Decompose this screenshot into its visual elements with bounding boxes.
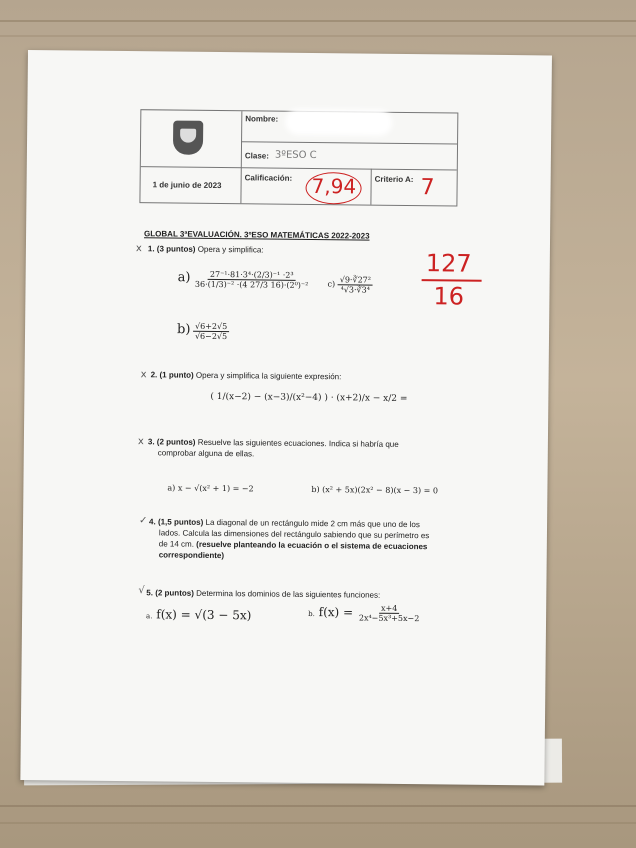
grade-value: 7,94 xyxy=(311,173,357,199)
q3-text-2: comprobar alguna de ellas. xyxy=(157,448,255,459)
side-note-fraction-bar xyxy=(422,279,482,281)
q1c-expression xyxy=(327,275,373,294)
q1-text: Opera y simplifica: xyxy=(197,244,264,255)
nombre-label: Nombre: xyxy=(245,114,279,124)
calificacion-label: Calificación: xyxy=(244,173,293,183)
q5b-numerator: x+4 xyxy=(379,604,399,614)
q1-number: 1. xyxy=(147,244,155,254)
q4-mark: ✓ xyxy=(139,515,148,527)
question-3 xyxy=(148,436,399,461)
q5-number: 5. xyxy=(146,588,154,598)
q1a-label: a) xyxy=(177,270,191,286)
q5a-function xyxy=(146,607,251,622)
q1c-label: c) xyxy=(327,279,336,289)
q5b-label: b. xyxy=(308,609,315,619)
criterio-value: 7 xyxy=(420,175,435,201)
q3-text: Resuelve las siguientes ecuaciones. Indica si habría que xyxy=(197,437,399,449)
q1b-denominator: √6−2√5 xyxy=(194,331,228,342)
q1a-denominator: 36·(1/3)⁻² ·(4 27/3 16)·(2⁰)⁻² xyxy=(194,279,309,290)
exam-title: GLOBAL 3ªEVALUACIÓN. 3ºESO MATEMÁTICAS 2022-2023 xyxy=(144,229,370,241)
q2-text: Opera y simplifica la siguiente expresión: xyxy=(195,370,342,382)
q4-text-3: de 14 cm. xyxy=(158,539,195,549)
q5a-expression: f(x) = √(3 − 5x) xyxy=(156,607,252,623)
criterio-label: Criterio A: xyxy=(374,174,414,185)
q2-points: (1 punto) xyxy=(159,370,194,380)
side-note-denominator: 16 xyxy=(433,282,465,311)
q1c-numerator: √9·∛27² xyxy=(338,275,373,285)
q5b-denominator: 2x⁴−5x³+5x−2 xyxy=(358,613,420,624)
question-4 xyxy=(149,516,489,564)
q1b-expression xyxy=(177,322,229,342)
clase-label: Clase: xyxy=(244,151,269,161)
q2-number: 2. xyxy=(150,370,158,380)
q4-number: 4. xyxy=(149,517,156,527)
q1c-denominator: ⁴√3·∛3⁴ xyxy=(340,285,370,295)
q3a-equation: a) x − √(x² + 1) = −2 xyxy=(167,483,254,494)
q1b-label: b) xyxy=(177,322,191,338)
q1a-numerator: 27⁻¹·81·3⁴·(2/3)⁻¹ ·2³ xyxy=(208,270,296,281)
school-crest-logo xyxy=(173,121,203,155)
q5b-function xyxy=(308,603,421,623)
q5b-lhs: f(x) = xyxy=(318,605,354,620)
q3-points: (2 puntos) xyxy=(156,437,196,447)
q3b-equation: b) (x² + 5x)(2x² − 8)(x − 3) = 0 xyxy=(311,484,439,496)
question-5 xyxy=(146,587,380,600)
q4-text-2: lados. Calcula las dimensiones del rectángulo sabiendo que su perímetro es xyxy=(158,528,430,541)
q1b-numerator: √6+2√5 xyxy=(193,322,229,332)
q1-mark: x xyxy=(135,243,142,255)
q3-number: 3. xyxy=(147,437,155,447)
question-1 xyxy=(148,243,264,255)
side-note-numerator: 127 xyxy=(425,249,472,278)
exam-sheet xyxy=(20,50,552,785)
q2-mark: x xyxy=(140,369,147,381)
q5-points: (2 puntos) xyxy=(155,588,194,598)
exam-date: 1 de junio de 2023 xyxy=(152,180,222,191)
q2-expression: ( 1/(x−2) − (x−3)/(x²−4) ) · (x+2)/x − x/2 = xyxy=(210,391,408,404)
q1-points: (3 puntos) xyxy=(156,244,196,254)
q4-points: (1,5 puntos) xyxy=(157,517,204,527)
q5-mark: √ xyxy=(138,585,145,597)
header-table xyxy=(139,109,458,206)
q5-text: Determina los dominios de las siguientes funciones: xyxy=(196,588,381,600)
q3-mark: x xyxy=(137,436,144,448)
q1a-expression xyxy=(178,270,311,290)
redacted-name xyxy=(291,115,386,130)
clase-value: 3ºESO C xyxy=(274,149,317,162)
q4-text-4: correspondiente) xyxy=(158,550,225,561)
question-2 xyxy=(151,369,342,382)
q4-bold-3: (resuelve planteando la ecuación o el sistema de ecuaciones xyxy=(196,539,428,552)
q4-text: La diagonal de un rectángulo mide 2 cm más que uno de los xyxy=(205,517,420,530)
q5a-label: a. xyxy=(146,612,153,621)
